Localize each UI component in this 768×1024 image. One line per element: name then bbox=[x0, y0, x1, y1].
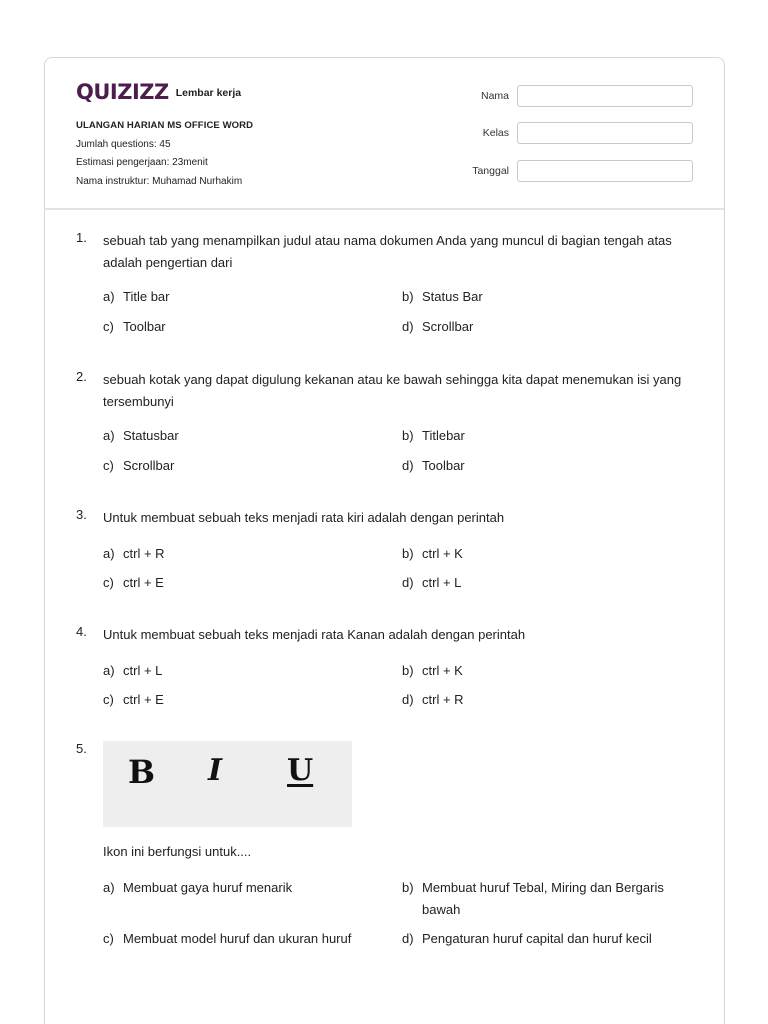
question-text: sebuah tab yang menampilkan judul atau nama dokumen Anda yang muncul di bagian tengah atas adalah pengertian dari bbox=[103, 233, 672, 270]
option-a[interactable] bbox=[103, 425, 179, 447]
option-a[interactable] bbox=[103, 543, 165, 565]
option-text: Membuat model huruf dan ukuran huruf bbox=[123, 931, 352, 946]
option-text: Membuat huruf Tebal, Miring dan Bergaris bawah bbox=[422, 880, 664, 917]
option-letter: b) bbox=[402, 289, 414, 304]
option-letter: c) bbox=[103, 319, 114, 334]
underline-icon: U bbox=[287, 753, 314, 788]
option-text: ctrl + R bbox=[123, 546, 165, 561]
option-c[interactable] bbox=[103, 455, 174, 477]
italic-icon: I bbox=[208, 753, 223, 788]
question-text: Untuk membuat sebuah teks menjadi rata kiri adalah dengan perintah bbox=[103, 510, 505, 525]
option-text: ctrl + L bbox=[123, 663, 163, 678]
worksheet-label: Lembar kerja bbox=[175, 86, 242, 99]
question-text: Ikon ini berfungsi untuk.... bbox=[103, 844, 252, 859]
option-letter: b) bbox=[402, 546, 414, 561]
option-b[interactable] bbox=[402, 660, 463, 682]
option-letter: a) bbox=[103, 663, 115, 678]
option-letter: a) bbox=[103, 546, 115, 561]
option-letter: d) bbox=[402, 319, 414, 334]
option-text: Title bar bbox=[123, 289, 170, 304]
question-count: Jumlah questions: 45 bbox=[76, 138, 171, 150]
question-number: 4. bbox=[76, 624, 87, 639]
option-letter: c) bbox=[103, 458, 114, 473]
question-number: 1. bbox=[76, 230, 87, 245]
option-text: ctrl + E bbox=[123, 692, 164, 707]
question-text: Untuk membuat sebuah teks menjadi rata Kanan adalah dengan perintah bbox=[103, 627, 526, 642]
question-text: sebuah kotak yang dapat digulung kekanan atau ke bawah sehingga kita dapat menemukan isi yang tersembunyi bbox=[103, 372, 682, 409]
option-b[interactable] bbox=[402, 286, 483, 308]
option-a[interactable] bbox=[103, 877, 292, 899]
name-field-row bbox=[469, 85, 693, 107]
date-field-row bbox=[469, 160, 693, 182]
class-field[interactable] bbox=[517, 122, 693, 144]
option-letter: a) bbox=[103, 289, 115, 304]
option-d[interactable] bbox=[402, 316, 473, 338]
name-field[interactable] bbox=[517, 85, 693, 107]
option-c[interactable] bbox=[103, 689, 164, 711]
option-letter: d) bbox=[402, 931, 414, 946]
option-letter: b) bbox=[402, 880, 414, 895]
class-field-row bbox=[469, 122, 693, 144]
option-d[interactable] bbox=[402, 572, 461, 594]
bold-icon: B bbox=[128, 753, 156, 791]
option-text: ctrl + R bbox=[422, 692, 464, 707]
option-text: Titlebar bbox=[422, 428, 465, 443]
question-number: 5. bbox=[76, 741, 87, 756]
option-letter: c) bbox=[103, 692, 114, 707]
option-text: Scrollbar bbox=[123, 458, 175, 473]
option-b[interactable] bbox=[402, 543, 463, 565]
option-letter: d) bbox=[402, 458, 414, 473]
option-text: Scrollbar bbox=[422, 319, 474, 334]
class-label: Kelas bbox=[482, 127, 509, 139]
option-letter: a) bbox=[103, 428, 115, 443]
option-text: Status Bar bbox=[422, 289, 483, 304]
option-c[interactable] bbox=[103, 316, 166, 338]
option-letter: c) bbox=[103, 931, 114, 946]
time-estimate: Estimasi pengerjaan: 23menit bbox=[76, 157, 208, 168]
bold-italic-underline-image bbox=[103, 741, 352, 827]
option-text: ctrl + E bbox=[123, 575, 164, 590]
worksheet-meta bbox=[76, 117, 253, 191]
quizizz-logo: QUIZIZZ bbox=[76, 80, 169, 104]
option-a[interactable] bbox=[103, 660, 162, 682]
option-text: Statusbar bbox=[123, 428, 179, 443]
option-text: ctrl + K bbox=[422, 663, 463, 678]
name-label: Nama bbox=[480, 90, 509, 102]
option-c[interactable] bbox=[103, 928, 351, 950]
option-c[interactable] bbox=[103, 572, 164, 594]
date-label: Tanggal bbox=[472, 165, 509, 177]
option-text: Toolbar bbox=[422, 458, 465, 473]
option-a[interactable] bbox=[103, 286, 169, 308]
option-b[interactable] bbox=[402, 425, 465, 447]
worksheet-page bbox=[44, 57, 725, 1024]
option-letter: b) bbox=[402, 663, 414, 678]
option-letter: d) bbox=[402, 692, 414, 707]
date-field[interactable] bbox=[517, 160, 693, 182]
instructor-name: Nama instruktur: Muhamad Nurhakim bbox=[76, 175, 243, 187]
option-d[interactable] bbox=[402, 928, 652, 950]
option-d[interactable] bbox=[402, 689, 464, 711]
option-letter: a) bbox=[103, 880, 115, 895]
option-letter: d) bbox=[402, 575, 414, 590]
option-letter: b) bbox=[402, 428, 414, 443]
document-title: ULANGAN HARIAN MS OFFICE WORD bbox=[76, 120, 254, 131]
question-number: 3. bbox=[76, 507, 87, 522]
option-text: Toolbar bbox=[123, 319, 166, 334]
brand bbox=[76, 80, 241, 104]
worksheet-header bbox=[45, 58, 724, 210]
option-text: Pengaturan huruf capital dan huruf kecil bbox=[422, 931, 652, 946]
option-d[interactable] bbox=[402, 455, 465, 477]
option-text: ctrl + K bbox=[422, 546, 463, 561]
option-text: ctrl + L bbox=[422, 575, 462, 590]
question-number: 2. bbox=[76, 369, 87, 384]
option-text: Membuat gaya huruf menarik bbox=[123, 880, 293, 895]
option-letter: c) bbox=[103, 575, 114, 590]
option-b[interactable] bbox=[402, 877, 692, 921]
